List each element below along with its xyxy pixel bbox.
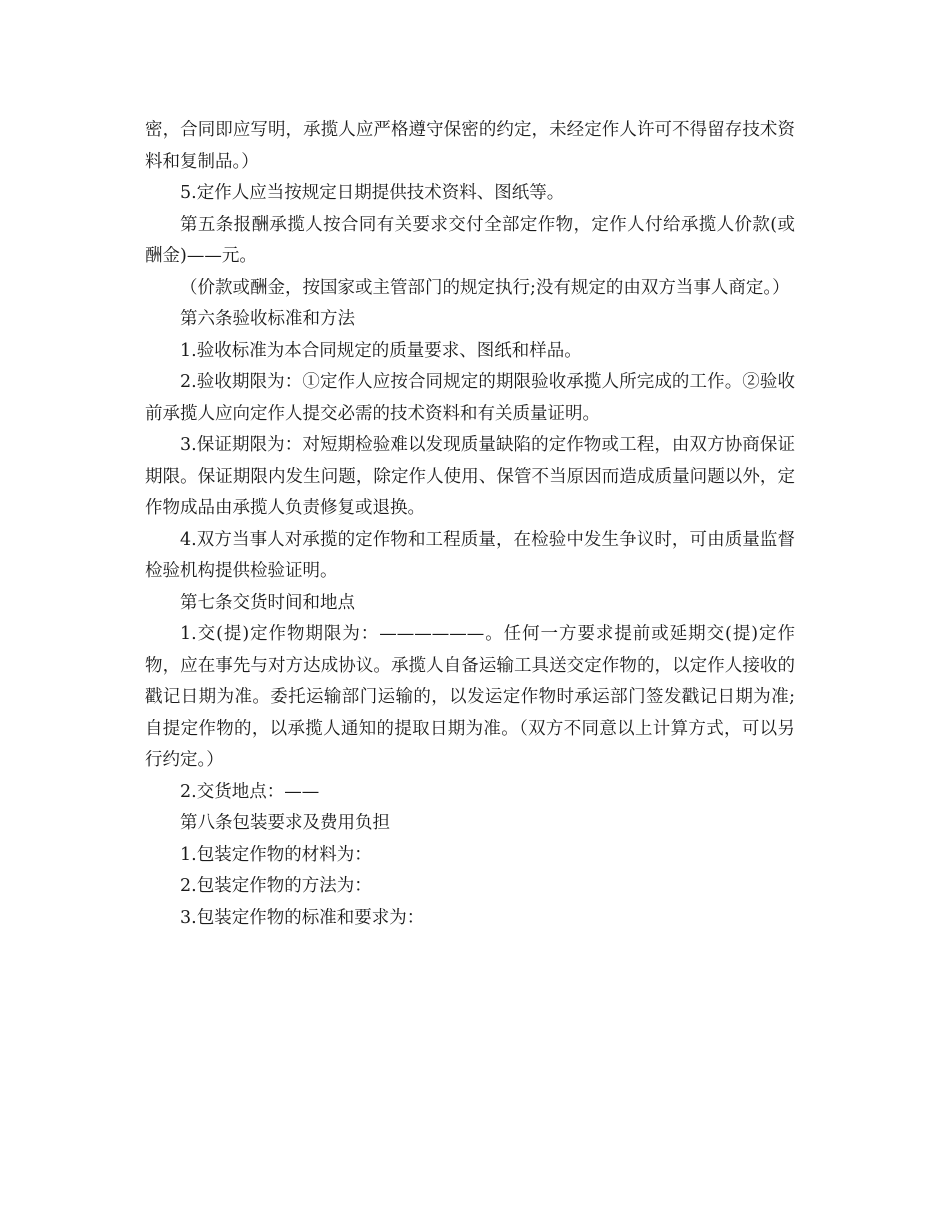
paragraph-2: 5.定作人应当按规定日期提供技术资料、图纸等。 [180,183,565,203]
paragraph-3: 第五条报酬承揽人按合同有关要求交付全部定作物，定作人付给承揽人价款(或酬金)——元。 [145,214,795,266]
paragraph-15: 2.包装定作物的方法为： [180,876,372,896]
paragraph-1: 密，合同即应写明，承揽人应严格遵守保密的约定，未经定作人许可不得留存技术资料和复制品。） [145,120,795,172]
paragraph-7: 2.验收期限为：①定作人应按合同规定的期限验收承揽人所完成的工作。②验收前承揽人应向定作人提交必需的技术资料和有关质量证明。 [145,372,795,424]
paragraph-12: 2.交货地点：—— [180,781,320,802]
paragraph-4: （价款或酬金，按国家或主管部门的规定执行;没有规定的由双方当事人商定。） [180,277,790,298]
section-heading-8: 第八条包装要求及费用负担 [180,813,390,833]
paragraph-11: 1.交(提)定作物期限为：——————。任何一方要求提前或延期交(提)定作物，应在事先与对方达成协议。承揽人自备运输工具送交定作物的，以定作人接收的戳记日期为准。委托运输部门运输的，以发运定作物时承运部门签发戳记日期为准;自提定作物的，以承揽人通知的提取日期为准。（双方不同意以上计算方式，可以另行约定。） [145,624,795,770]
section-heading-6: 第六条验收标准和方法 [180,309,355,329]
paragraph-8: 3.保证期限为：对短期检验难以发现质量缺陷的定作物或工程，由双方协商保证期限。保证期限内发生问题，除定作人使用、保管不当原因而造成质量问题以外，定作物成品由承揽人负责修复或退换。 [145,435,795,518]
paragraph-16: 3.包装定作物的标准和要求为： [180,907,425,928]
paragraph-14: 1.包装定作物的材料为： [180,844,372,865]
document-page [145,115,795,934]
paragraph-9: 4.双方当事人对承揽的定作物和工程质量，在检验中发生争议时，可由质量监督检验机构提供检验证明。 [145,529,795,581]
section-heading-7: 第七条交货时间和地点 [180,592,355,613]
paragraph-6: 1.验收标准为本合同规定的质量要求、图纸和样品。 [180,340,582,361]
